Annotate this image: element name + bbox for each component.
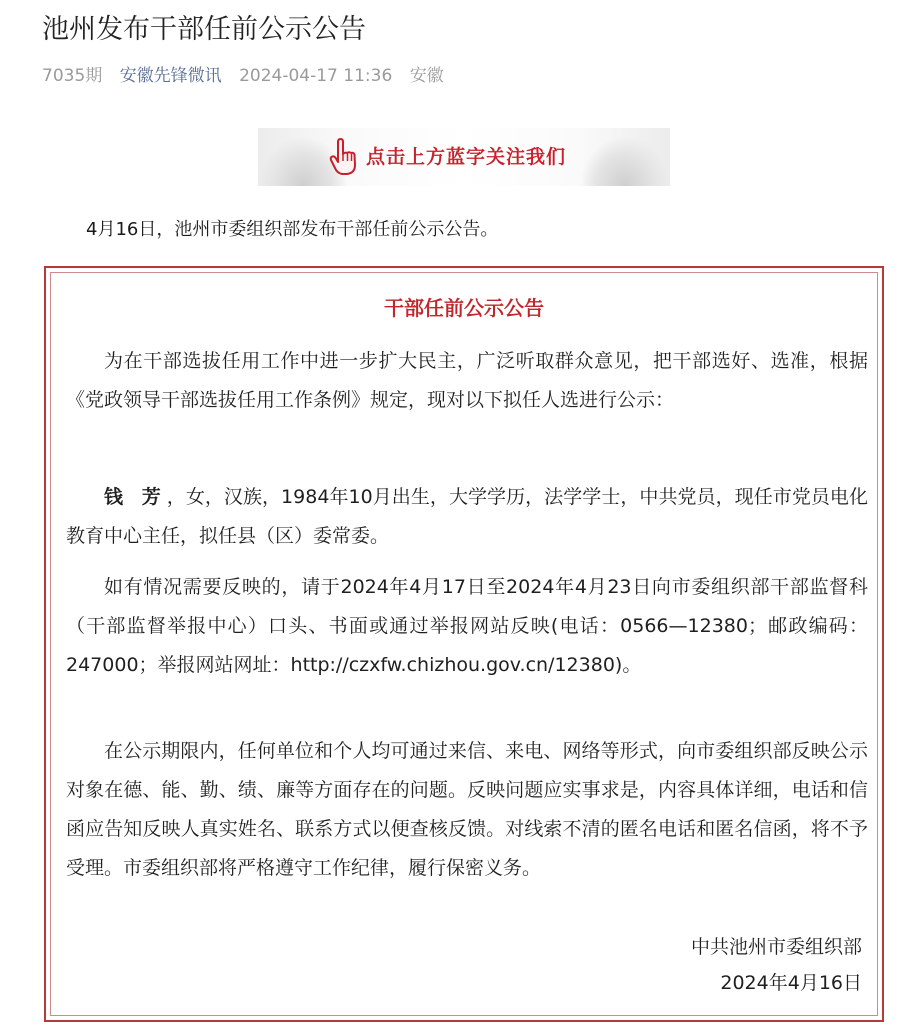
candidate-info: ，女，汉族，1984年10月出生，大学学历，法学学士，中共党员，现任市党员电化教育中心主任，拟任县（区）委常委。 [66, 486, 868, 547]
article-meta [42, 64, 456, 88]
notice-title: 干部任前公示公告 [384, 296, 544, 320]
issue-number: 7035期 [42, 66, 103, 86]
notice-box [44, 266, 884, 1022]
publish-location: 安徽 [409, 66, 444, 86]
signature-organization: 中共池州市委组织部 [690, 936, 862, 958]
candidate-name: 钱 芳 [104, 486, 167, 508]
signature-date: 2024年4月16日 [720, 972, 862, 994]
follow-banner [258, 128, 670, 186]
publish-datetime: 2024-04-17 11:36 [239, 66, 393, 86]
notice-paragraph-contact: 如有情况需要反映的，请于2024年4月17日至2024年4月23日向市委组织部干部监督科（干部监督举报中心）口头、书面或通过举报网站反映(电话：0566—12380；邮政编码：247000；举报网站网址：http://czxfw.chizhou.gov.cn/12380)。 [66, 576, 868, 676]
banner-decoration-right [580, 136, 670, 186]
banner-text: 点击上方蓝字关注我们 [366, 146, 567, 168]
pointing-hand-icon [328, 138, 358, 176]
notice-paragraph-rules: 在公示期限内，任何单位和个人均可通过来信、来电、网络等形式，向市委组织部反映公示对象在德、能、勤、绩、廉等方面存在的问题。反映问题应实事求是，内容具体详细，电话和信函应告知反映人真实姓名、联系方式以便查核反馈。对线索不清的匿名电话和匿名信函，将不予受理。市委组织部将严格遵守工作纪律，履行保密义务。 [66, 740, 868, 879]
article-title: 池州发布干部任前公示公告 [42, 14, 366, 45]
notice-paragraph-purpose: 为在干部选拔任用工作中进一步扩大民主，广泛听取群众意见，把干部选好、选准，根据《党政领导干部选拔任用工作条例》规定，现对以下拟任人选进行公示： [66, 350, 868, 411]
account-name-link[interactable]: 安徽先锋微讯 [119, 66, 222, 86]
intro-paragraph: 4月16日，池州市委组织部发布干部任前公示公告。 [86, 219, 499, 240]
notice-paragraph-candidate [66, 478, 868, 556]
